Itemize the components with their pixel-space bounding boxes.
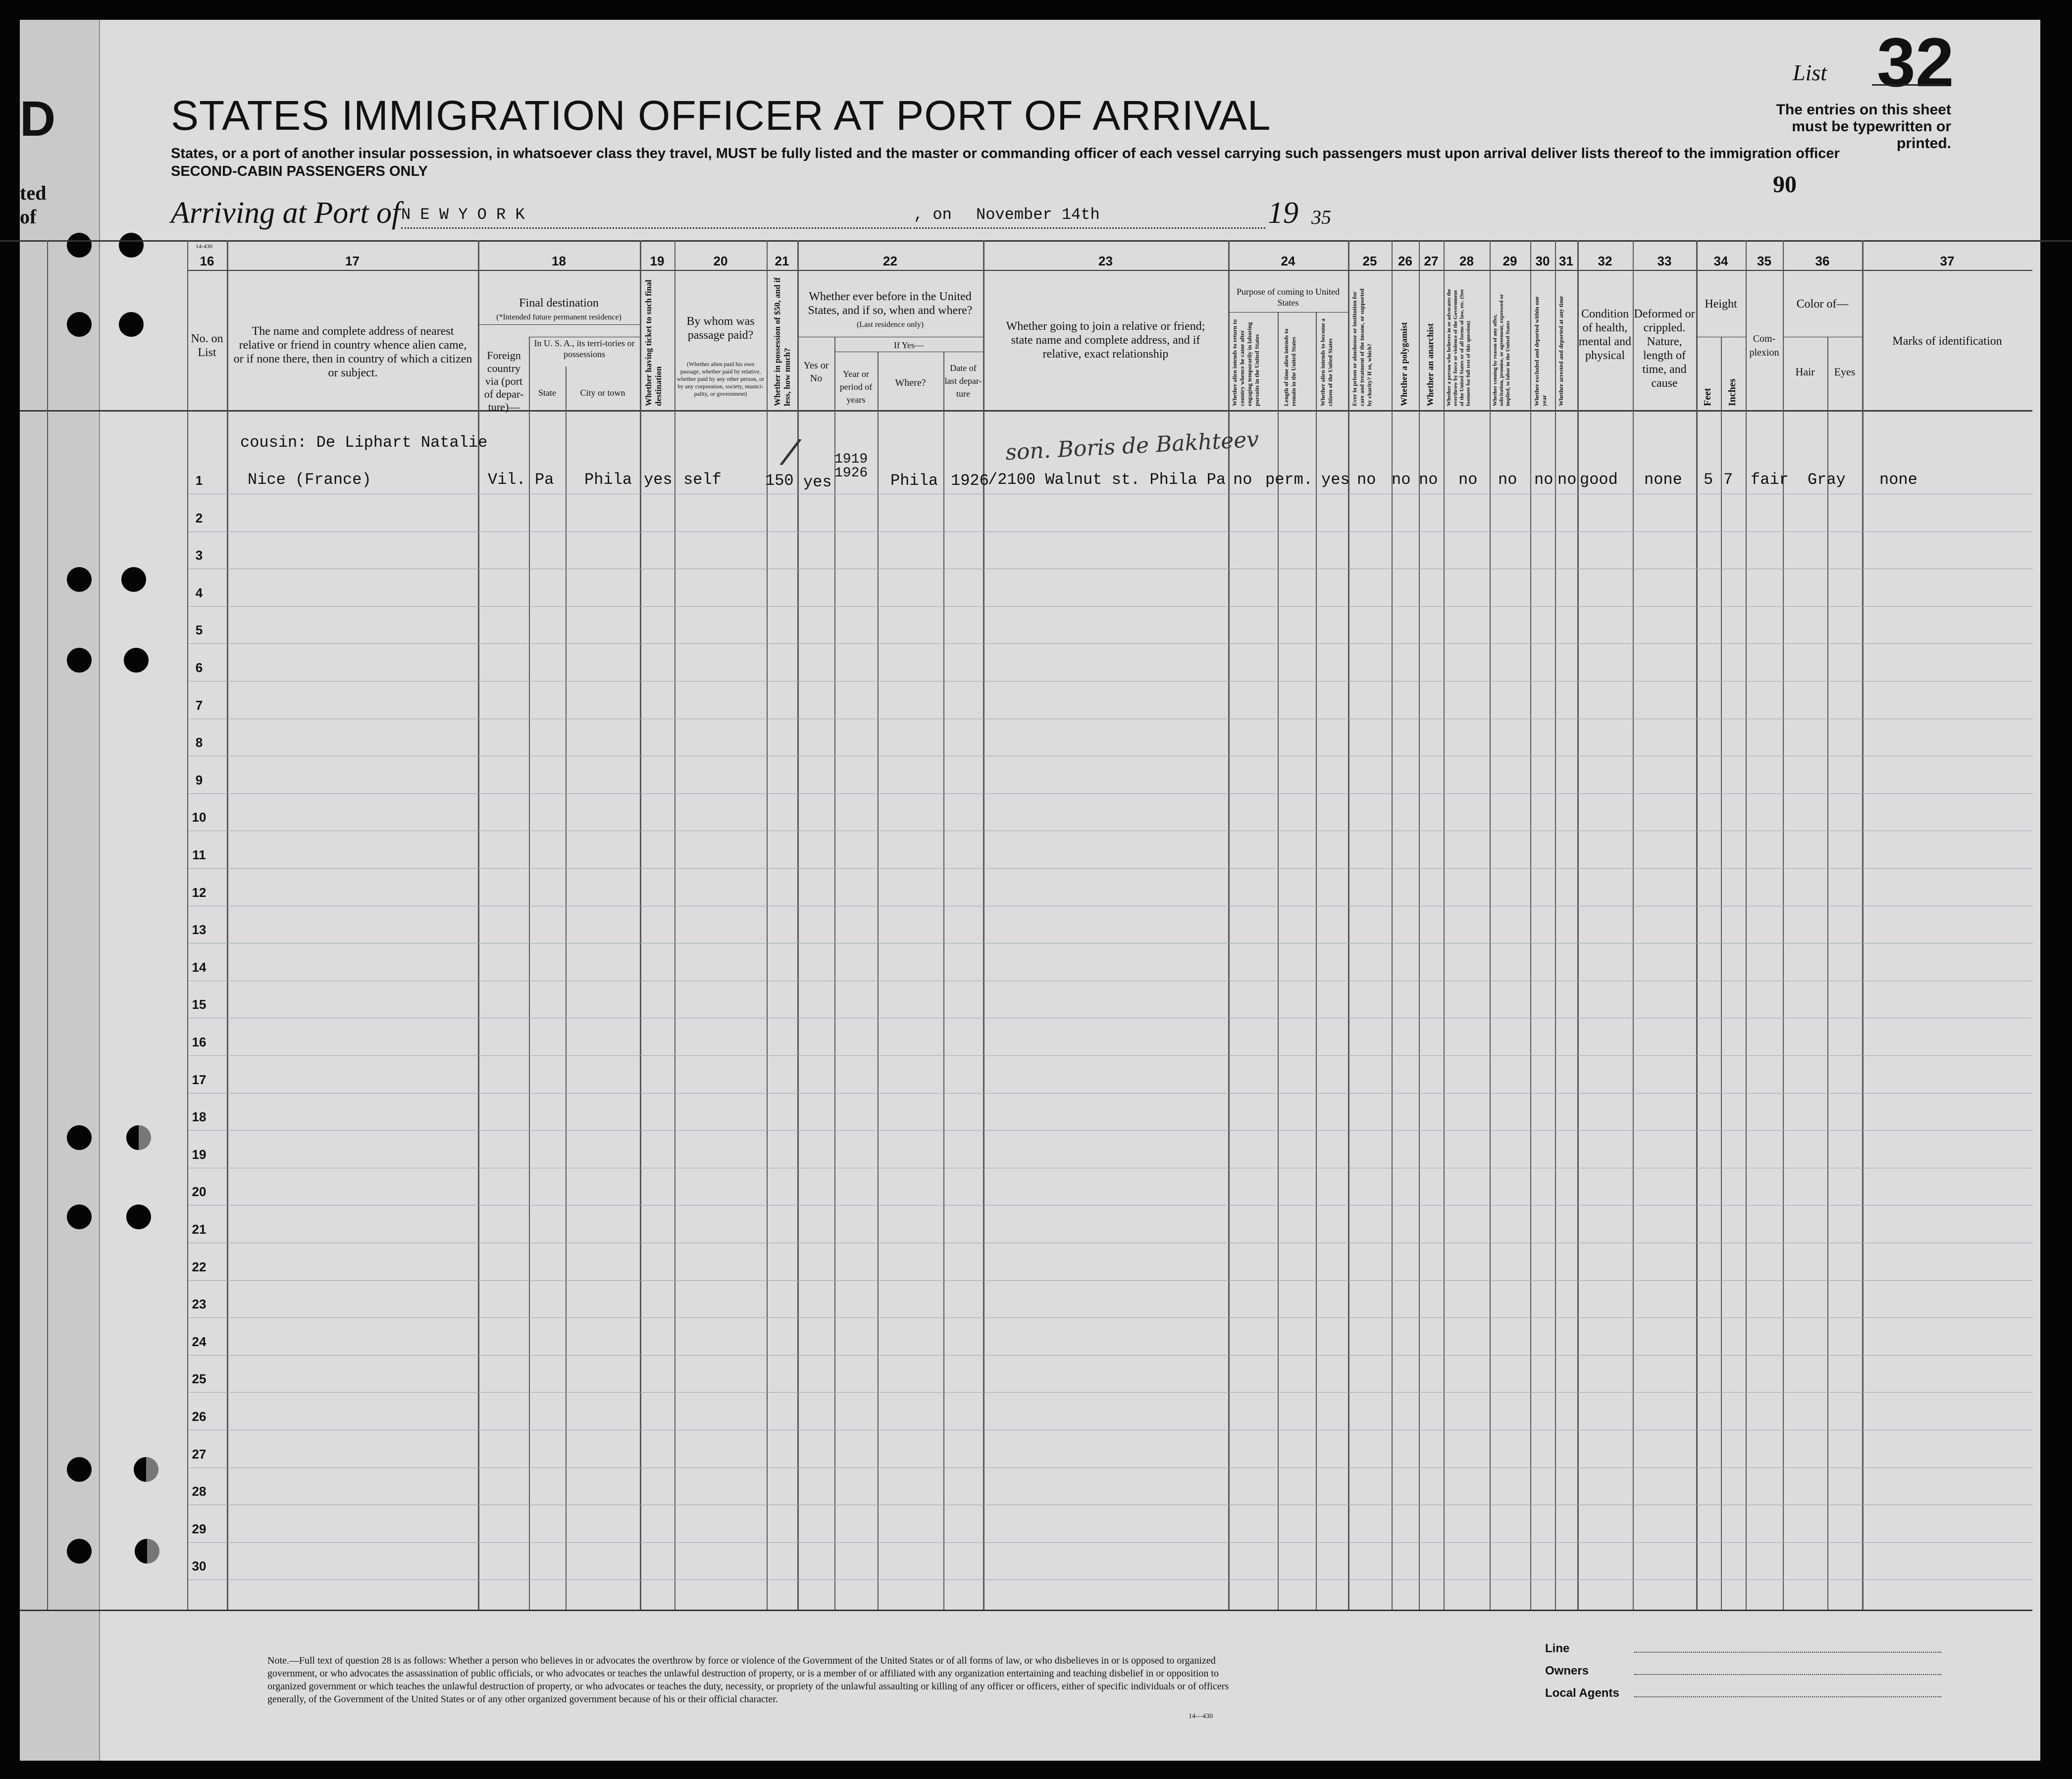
grid-line [1530,240,1531,1610]
header-ever-before: Whether ever before in the United States, and if so, when and where? [808,290,973,317]
punch-hole [119,312,144,337]
list-underline [1872,84,1946,86]
row-line [188,1467,2032,1468]
header-become-citizen: Whether alien intends to become a citizen of the United States [1319,318,1334,406]
punch-hole [67,312,92,337]
row-line [188,606,2032,607]
row-number: 28 [192,1484,207,1499]
punch-hole [67,1457,92,1482]
header-if-yes: If Yes— [893,340,924,350]
row-line [188,1355,2032,1356]
header-hair: Hair [1795,366,1815,378]
grid-line [1419,240,1420,1610]
hair-value: Gray [1808,471,1846,489]
row-number: 29 [192,1521,207,1536]
feet-value: 5 [1704,471,1713,489]
row-number: 19 [192,1147,207,1162]
row-number: 6 [195,660,203,675]
row-line [188,1055,2032,1056]
column-number: 31 [1559,254,1573,268]
city-value: Phila [584,471,632,489]
grid-line [1783,240,1784,1610]
state-value: Pa [535,471,554,489]
marks-value: none [1879,471,1917,489]
row-number: 27 [192,1446,207,1462]
row-number: 24 [192,1334,207,1349]
footnote-q28: Note.—Full text of question 28 is as follows: Whether a person who believes in or advocates the overthrow by force or violence of the Government of the United States or of all forms of law, or who disbelieves in or is opposed to organized government, or who advocates the assassination of public officials, or who advocates or teaches the unlawful destruction of property, or is a member of or affiliated with any organization entertaining and teaching disbelief in or opposition to organized government or which teaches the unlawful destruction of property, or who advocates or teaches the duty, necessity, or propriety of the unlawful assaulting or killing of any officer or officers, either of specific individuals or of officers generally, of the Government of the United States or of any other organized government because of his or their official character. [267,1655,1229,1705]
header-where: Where? [895,377,926,388]
header-deformed: Deformed or crippled. Nature, length of time, and cause [1634,308,1695,390]
year-suffix: 35 [1311,206,1331,228]
subheader-line [1228,312,1348,313]
grid-line [566,366,567,1610]
page-subtitle [171,145,1840,180]
row-number: 9 [195,772,203,787]
header-city: City or town [580,388,625,398]
header-year-period: Year or period of years [839,369,873,405]
last-departure-value: 1926 [951,471,989,490]
excluded-value: no [1534,471,1554,489]
footer-owners-label: Owners [1545,1664,1589,1677]
check-mark: / [781,430,800,472]
row-number: 25 [192,1371,207,1387]
header-bottom-line [20,410,2032,412]
row-line [188,1579,2032,1580]
row-line [188,643,2032,644]
header-eyes: Eyes [1834,366,1856,378]
form-number: 14—430 [1189,1713,1213,1720]
row-number: 17 [192,1072,207,1087]
return-value: no [1233,471,1252,489]
binding-margin [20,20,100,1761]
relative-name: cousin: De Liphart Natalie [240,433,488,452]
row-line [188,1317,2032,1318]
port-field: N E W Y O R K [401,206,911,229]
grid-line [1633,240,1634,1610]
row-line [188,1130,2032,1131]
punch-hole [119,233,144,258]
row-number: 23 [192,1297,207,1312]
column-number: 23 [1098,254,1113,268]
list-label: List [1793,60,1827,85]
header-intends-return: Whether alien intends to return to country whence he came after engaging temporarily in laboring pursuits in the United States [1231,319,1260,406]
column-number: 34 [1713,254,1728,268]
row-number: 30 [192,1559,207,1574]
date-field [914,206,1265,229]
column-number: 29 [1502,254,1517,268]
punch-hole [121,567,146,592]
subheader-line [478,324,640,325]
punch-hole [67,567,92,592]
row-number: 21 [192,1222,207,1237]
q29-value: no [1498,471,1517,489]
row-line [188,1392,2032,1393]
row-number: 26 [192,1409,207,1424]
grid-line [1316,312,1317,1610]
prev-edge-letter: D [20,91,56,147]
header-color-of: Color of— [1796,298,1849,311]
footer-agents-label: Local Agents [1545,1686,1619,1700]
grid-line [1555,240,1556,1610]
grid-line [1862,240,1864,1610]
header-ever-before-sub: (Last residence only) [856,320,924,329]
grid-line [1827,337,1828,1610]
footer-line-label: Line [1545,1642,1570,1655]
row-number: 13 [192,922,207,938]
row-number: 1 [195,473,203,488]
punch-hole [126,1204,151,1229]
grid-line [1721,337,1722,1610]
header-passage-paid: By whom was passage paid? [686,315,755,342]
row-number: 8 [195,735,203,750]
row-number: 10 [192,810,207,825]
punch-hole [134,1457,158,1482]
prison-value: no [1357,471,1376,489]
row-line [188,1542,2032,1543]
row-line [188,868,2032,869]
column-number: 36 [1815,254,1830,268]
row-number: 11 [192,847,206,862]
arrival-date: November 14th [976,206,1100,224]
year-prefix: 19 [1268,196,1298,230]
row-number: 4 [195,585,203,600]
row-number: 16 [192,1035,207,1049]
header-health: Condition of health, mental and physical [1579,308,1631,362]
row-number: 18 [192,1109,207,1125]
row-number: 22 [192,1259,207,1274]
footer-owners-rule [1634,1674,1941,1675]
row-number: 5 [195,623,203,638]
before-in-us-value: yes [803,473,832,491]
paid-by-value: self [683,471,722,489]
column-number: 16 [200,254,214,268]
prev-edge-text-1: ted [20,182,47,204]
punch-hole [135,1539,159,1564]
header-marks: Marks of identification [1892,335,2002,348]
grid-line [674,240,675,1610]
deported-value: no [1557,471,1577,489]
row-number: 15 [192,997,207,1012]
q28-value: no [1458,471,1478,489]
column-number: 35 [1757,254,1771,268]
header-q28: Whether a person who believes in or advocates the overthrow by force or violence of the Government of the United States or of all forms of law, etc. (See footnote for full text of this question) [1446,289,1471,406]
column-number: 30 [1535,254,1550,268]
punch-hole [67,648,92,673]
prev-edge-text-2: of [20,206,37,228]
column-number-line [188,270,2032,271]
column-number: 28 [1459,254,1474,268]
row-number: 7 [195,697,203,713]
header-polygamist: Whether a polygamist [1399,322,1409,406]
grid-line [529,337,530,1610]
grid-line [47,240,48,1610]
header-foreign-country: Foreign country via (port of depar-ture)— [484,349,524,413]
header-deported: Whether arrested and deported at any time [1557,296,1564,406]
manifest-sheet [20,20,2040,1761]
deformed-value: none [1644,471,1682,489]
row-number: 3 [195,548,203,563]
header-feet: Feet [1702,388,1713,406]
polygamist-value: no [1392,471,1411,489]
row-line [188,1093,2032,1094]
header-complexion: Com-plexion [1749,333,1779,358]
column-number: 27 [1424,254,1439,268]
column-number: 20 [713,254,728,268]
grid-line [1490,240,1491,1610]
punch-hole [67,1125,92,1150]
year-1-value: 1919 [834,452,868,467]
column-number: 37 [1940,254,1955,268]
column-number: 32 [1598,254,1612,268]
header-state: State [538,388,556,398]
grid-line [1278,312,1279,1610]
year-2-value: 1926 [834,466,868,481]
header-anarchist: Whether an anarchist [1425,323,1435,406]
header-prison: Ever in prison or almshouse or institution for care and treatment of the insane, or supported by charity? If so, which? [1351,288,1373,406]
grid-line [640,240,641,1610]
header-final-destination-sub: (*Intended future permanent residence) [496,313,622,321]
footer-line-rule [1634,1652,1941,1653]
header-purpose: Purpose of coming to United States [1237,287,1340,308]
handwritten-relationship: son. Boris de Bakhteev [1005,426,1260,466]
grid-line [1444,240,1445,1610]
complexion-value: fair [1751,471,1789,489]
column-number: 17 [345,254,360,268]
header-no-on-list: No. on List [191,332,223,359]
row-line [188,793,2032,794]
header-final-destination: Final destination [519,297,599,310]
table-bottom-line [20,1610,2032,1611]
length-of-stay-value: perm. [1265,471,1313,489]
punch-hole [67,1539,92,1564]
foreign-country-value: Vil. [488,471,526,489]
typewritten-notice: The entries on this sheet must be typewritten or printed. [1776,102,1951,152]
header-yes-no: Yes or No [803,360,829,384]
grid-line [1577,240,1579,1610]
header-ticket: Whether having ticket to such final destination [644,279,663,406]
header-in-usa: In U. S. A., its terri-tories or possessions [534,338,635,359]
punch-hole [124,648,149,673]
punch-hole [67,1204,92,1229]
on-label: , on [914,206,952,224]
row-number: 2 [195,510,203,525]
column-number: 24 [1281,254,1295,268]
header-join-relative: Whether going to join a relative or friend; state name and complete address, and if relative, exact relationship [1006,320,1205,361]
row-number: 12 [192,885,207,900]
header-money: Whether in possession of $50, and if less, how much? [773,277,792,406]
list-number: 32 [1877,23,1954,101]
health-value: good [1580,471,1618,489]
join-relative-value: /2100 Walnut st. Phila Pa [988,471,1226,489]
ticket-value: yes [644,471,673,489]
relative-address: Nice (France) [248,471,371,489]
header-last-departure: Date of last depar-ture [944,363,982,399]
column-number: 18 [552,254,566,268]
row-number: 20 [192,1184,207,1200]
grid-line [1746,240,1747,1610]
grid-line [767,240,768,1610]
inches-value: 7 [1723,471,1733,489]
punch-hole [67,233,92,258]
header-q29: Whether coming by reason of any offer, solicitation, promise, or agreement, expressed or implied, to labor in the United States [1492,294,1511,406]
header-nearest-relative: The name and complete address of nearest relative or friend in country whence alien came, or if none there, then in country of which a citizen or subject. [233,325,472,379]
anarchist-value: no [1419,471,1438,489]
grid-line [227,240,228,1610]
subtitle-line-2: SECOND-CABIN PASSENGERS ONLY [171,163,428,179]
column-number: 22 [883,254,897,268]
grid-line [1348,240,1349,1610]
sheet-number: 90 [1773,171,1797,198]
header-inches: Inches [1727,378,1738,406]
column-number: 21 [775,254,789,268]
money-value: 150 [765,471,794,490]
header-passage-paid-sub: (Whether alien paid his own passage, whether paid by relative, whether paid by any other person, or by any corporation, society, munici-pality, or government) [676,361,765,397]
page-title: STATES IMMIGRATION OFFICER AT PORT OF ARRIVAL [171,92,1271,139]
citizen-value: yes [1321,471,1350,489]
subtitle-line-1: States, or a port of another insular possession, in whatsoever class they travel, MUST be fully listed and the master or commanding officer of each vessel carrying such passengers must upon arrival deliver lists thereof to the immigration officer [171,146,1840,161]
column-number: 25 [1362,254,1377,268]
previous-page-edge [20,91,56,228]
table-top-line [0,240,2072,242]
grid-line [834,337,835,1610]
form-code-top: 14-430 [196,243,212,250]
row-line [188,1280,2032,1281]
header-excluded: Whether excluded and deported within one year [1533,296,1548,406]
column-number: 19 [650,254,665,268]
punch-hole [126,1125,151,1150]
row-line [188,531,2032,532]
header-length-stay: Length of time alien intends to remain in the United States [1283,328,1297,406]
grid-line [1696,240,1698,1610]
grid-line [983,240,984,1610]
where-value: Phila [890,471,938,490]
grid-line [1392,240,1393,1610]
column-number: 33 [1657,254,1672,268]
footer-agents-rule [1634,1696,1941,1697]
header-height: Height [1705,298,1737,311]
row-number: 14 [192,959,207,975]
arriving-label: Arriving at Port of [171,196,401,230]
column-number: 26 [1398,254,1412,268]
